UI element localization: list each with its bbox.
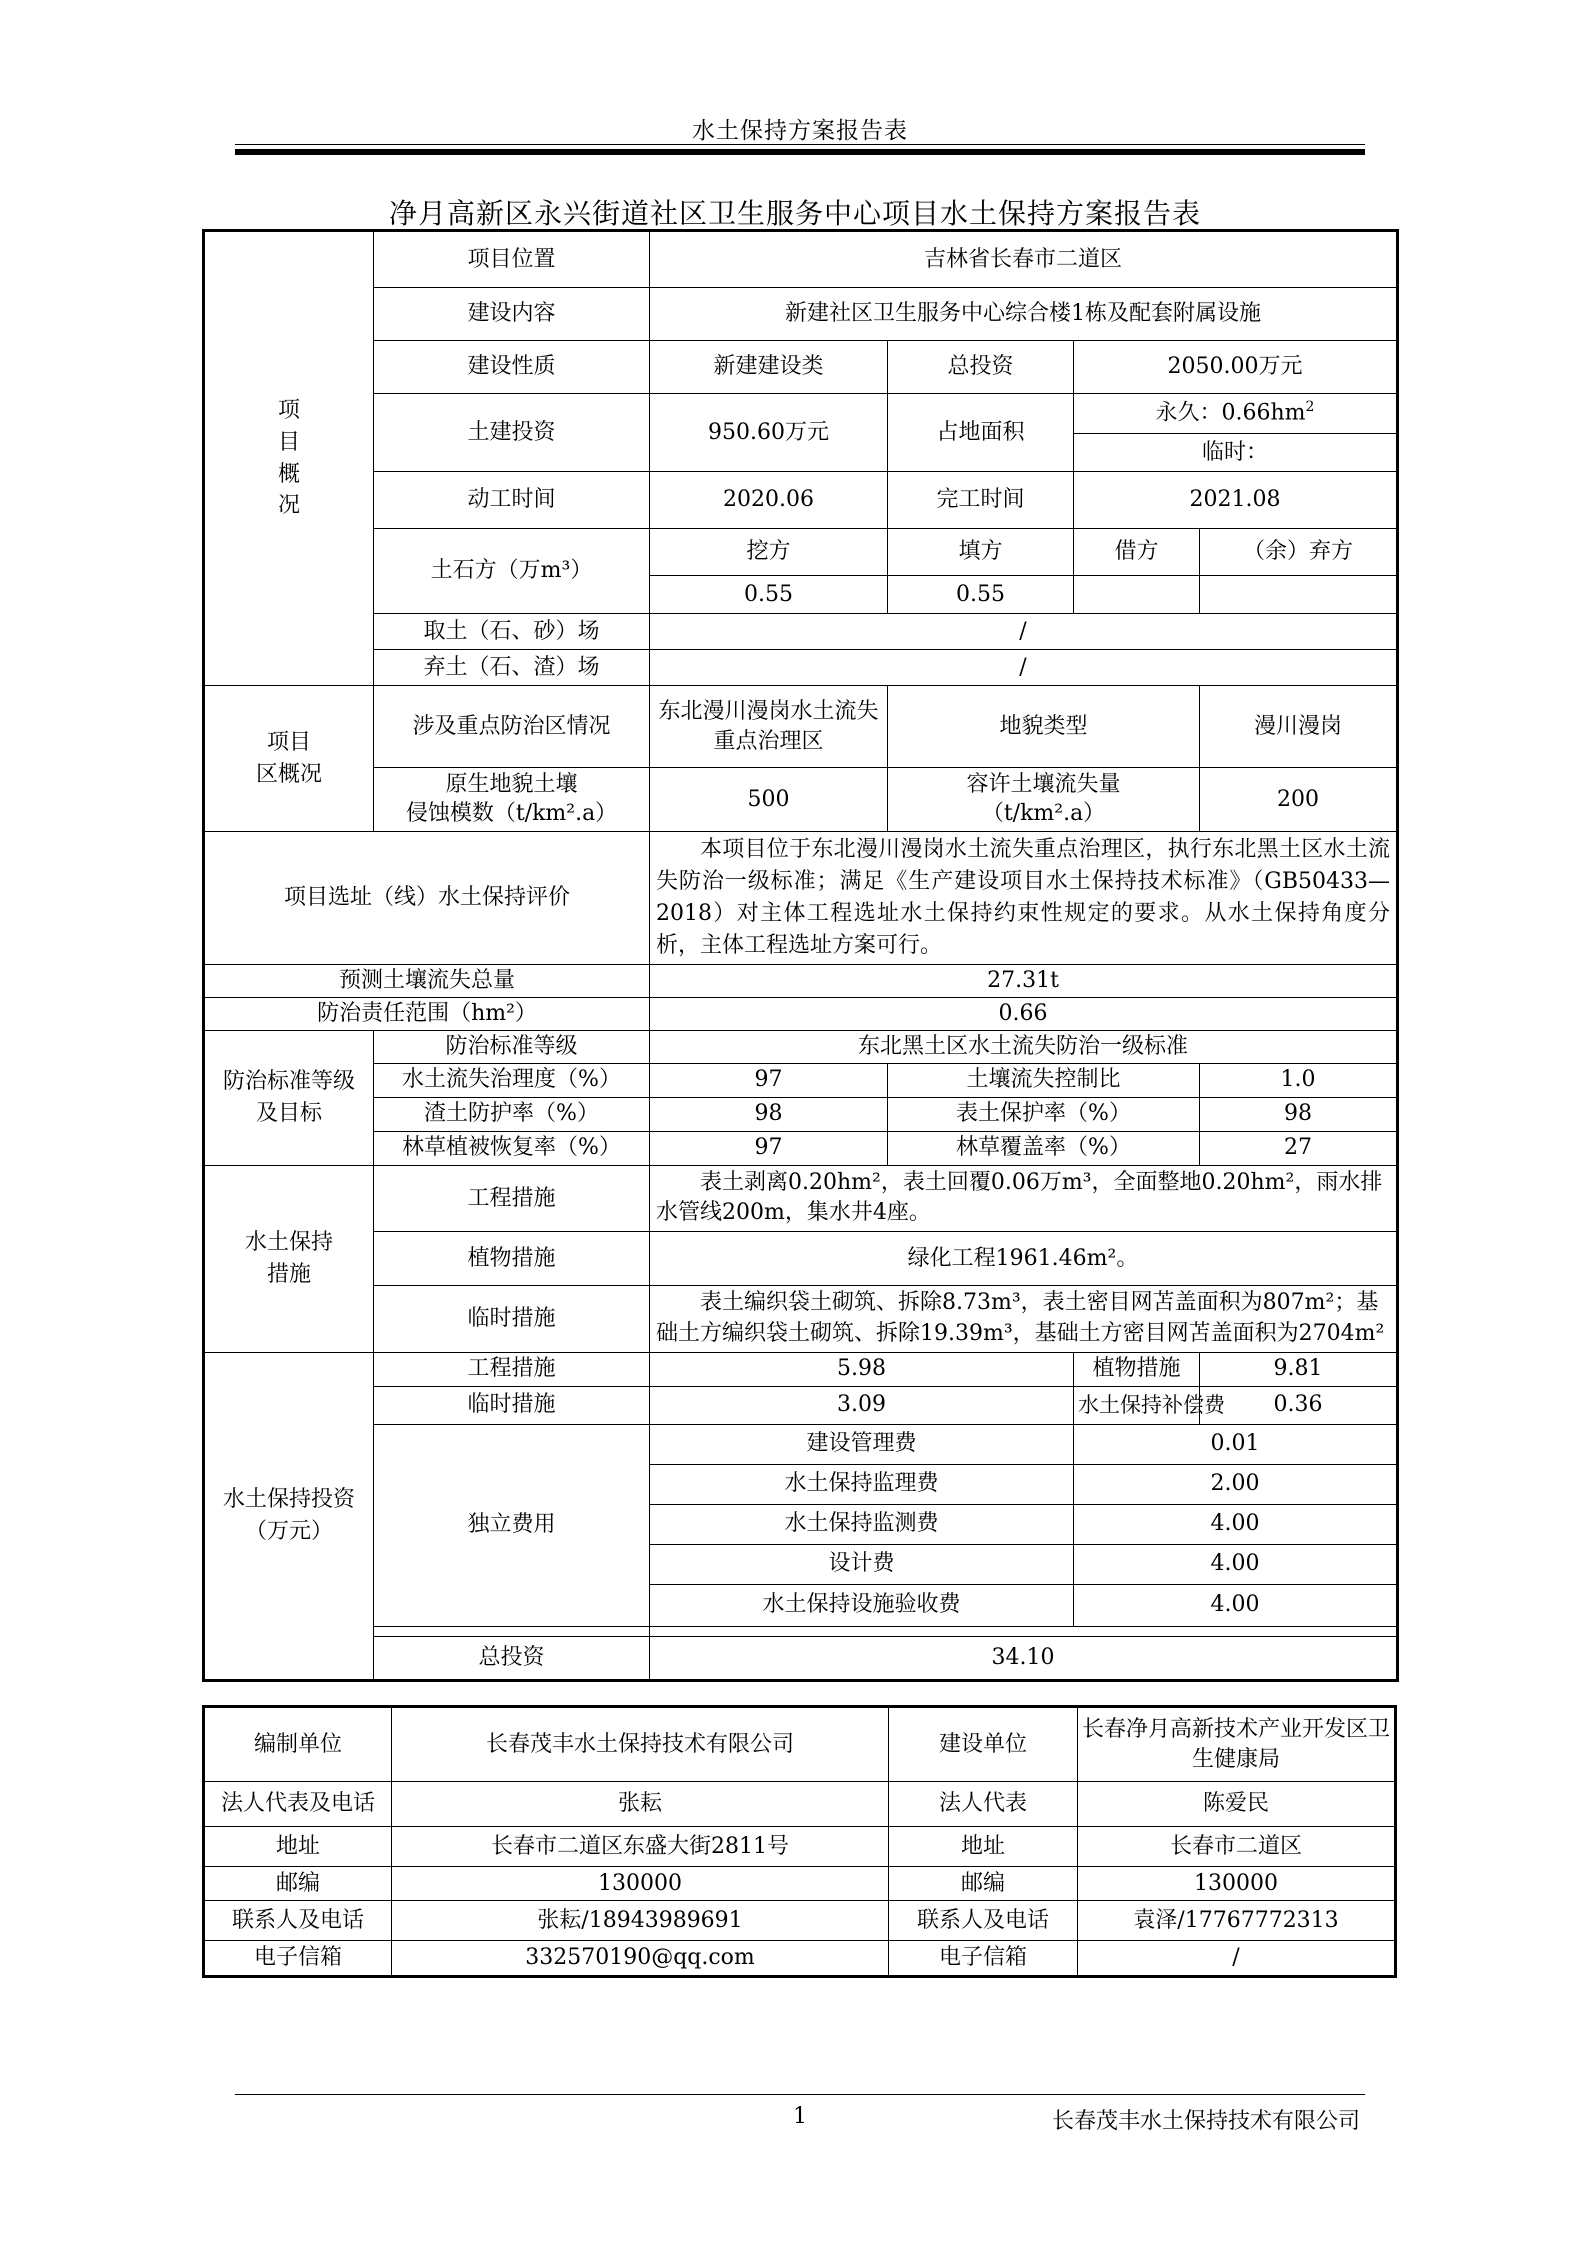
earth-borrow-value — [1074, 576, 1200, 614]
erosion-label: 原生地貌土壤 侵蚀模数（t/km².a） — [374, 768, 650, 832]
target-label: 土壤流失控制比 — [888, 1063, 1200, 1097]
inv-plant-label: 植物措施 — [1074, 1352, 1200, 1386]
standard-level-label: 防治标准等级 — [374, 1030, 650, 1063]
email-label: 电子信箱 — [204, 1941, 392, 1977]
legal-label: 法人代表 — [889, 1782, 1078, 1827]
total-invest-value: 2050.00万元 — [1074, 341, 1398, 394]
inv-temp-value: 3.09 — [650, 1386, 1074, 1424]
plant-measures-label: 植物措施 — [374, 1232, 650, 1286]
inv-engineering-label: 工程措施 — [374, 1352, 650, 1386]
predicted-loss-label: 预测土壤流失总量 — [204, 964, 650, 997]
footer-company: 长春茂丰水土保持技术有限公司 — [1051, 2109, 1360, 2134]
nature-label: 建设性质 — [374, 341, 650, 394]
postcode-label: 邮编 — [204, 1867, 392, 1901]
earth-borrow-label: 借方 — [1074, 529, 1200, 576]
zone-label: 涉及重点防治区情况 — [374, 686, 650, 768]
header-rule-thick — [235, 149, 1365, 155]
inv-plant-value: 9.81 — [1200, 1352, 1398, 1386]
start-label: 动工时间 — [374, 472, 650, 529]
contact-left: 张耘/18943989691 — [392, 1901, 889, 1941]
compiler-label: 编制单位 — [204, 1707, 392, 1782]
overview-group-label: 项 目 概 况 — [204, 231, 374, 686]
earth-label: 土石方（万m³） — [374, 529, 650, 614]
temp-measures-label: 临时措施 — [374, 1286, 650, 1353]
address-value-right: 长春市二道区 — [1078, 1827, 1396, 1867]
allowable-label: 容许土壤流失量 （t/km².a） — [888, 768, 1200, 832]
end-value: 2021.08 — [1074, 472, 1398, 529]
target-value: 98 — [1200, 1097, 1398, 1131]
target-label: 林草植被恢复率（%） — [374, 1131, 650, 1165]
postcode-left: 130000 — [392, 1867, 889, 1901]
target-label: 渣土防护率（%） — [374, 1097, 650, 1131]
standard-level-value: 东北黑土区水土流失防治一级标准 — [650, 1030, 1398, 1063]
earth-waste-value — [1200, 576, 1398, 614]
independent-cost-label: 独立费用 — [374, 1424, 650, 1626]
email-right: / — [1078, 1941, 1396, 1977]
independent-item-value: 4.00 — [1074, 1544, 1398, 1584]
temp-measures-value: 表土编织袋土砌筑、拆除8.73m³，表土密目网苫盖面积为807m²；基础土方编织袋土砌筑、拆除19.39m³，基础土方密目网苫盖面积为2704m² — [650, 1286, 1398, 1353]
inv-compensation-value: 0.36 — [1200, 1386, 1398, 1424]
independent-item-value: 2.00 — [1074, 1464, 1398, 1504]
postcode-label: 邮编 — [889, 1867, 1078, 1901]
inv-compensation-label: 水土保持补偿费 — [1074, 1386, 1200, 1424]
target-value: 27 — [1200, 1131, 1398, 1165]
area-overview-group-label: 项目 区概况 — [204, 686, 374, 832]
target-value: 98 — [650, 1097, 888, 1131]
area-label: 占地面积 — [888, 394, 1074, 472]
running-header: 水土保持方案报告表 — [692, 118, 908, 144]
address-value-left: 长春市二道区东盛大街2811号 — [392, 1827, 889, 1867]
address-label: 地址 — [204, 1827, 392, 1867]
area-permanent: 永久：$0.66hm^2$ — [1074, 394, 1398, 434]
measures-group-label: 水土保持 措施 — [204, 1165, 374, 1352]
compiler-value: 长春茂丰水土保持技术有限公司 — [392, 1707, 889, 1782]
allowable-value: 200 — [1200, 768, 1398, 832]
contact-label: 联系人及电话 — [204, 1901, 392, 1941]
header-rule-thin — [235, 144, 1365, 145]
independent-item-label: 建设管理费 — [650, 1424, 1074, 1464]
engineering-measures-label: 工程措施 — [374, 1165, 650, 1232]
independent-item-label: 水土保持监测费 — [650, 1504, 1074, 1544]
earth-fill-value: 0.55 — [888, 576, 1074, 614]
scope-label: 防治责任范围（hm²） — [204, 997, 650, 1030]
independent-item-label: 水土保持监理费 — [650, 1464, 1074, 1504]
inv-engineering-value: 5.98 — [650, 1352, 1074, 1386]
investment-group-label: 水土保持投资 （万元） — [204, 1352, 374, 1680]
independent-item-label: 水土保持设施验收费 — [650, 1584, 1074, 1626]
total-invest-label: 总投资 — [888, 341, 1074, 394]
landform-label: 地貌类型 — [888, 686, 1200, 768]
engineering-measures-value: 表土剥离0.20hm²，表土回覆0.06万m³，全面整地0.20hm²，雨水排水管线200m，集水井4座。 — [650, 1165, 1398, 1232]
total-investment-value: 34.10 — [650, 1636, 1398, 1680]
contact-right: 袁泽/17767772313 — [1078, 1901, 1396, 1941]
report-table-main — [202, 229, 1399, 1682]
area-temporary: 临时： — [1074, 434, 1398, 472]
landform-value: 漫川漫岗 — [1200, 686, 1398, 768]
earth-fill-label: 填方 — [888, 529, 1074, 576]
inv-temp-label: 临时措施 — [374, 1386, 650, 1424]
report-table-contacts — [202, 1705, 1397, 1978]
start-value: 2020.06 — [650, 472, 888, 529]
zone-value: 东北漫川漫岗水土流失重点治理区 — [650, 686, 888, 768]
scope-value: 0.66 — [650, 997, 1398, 1030]
independent-item-label: 设计费 — [650, 1544, 1074, 1584]
legal-value: 陈爱民 — [1078, 1782, 1396, 1827]
waste-site-value: / — [650, 650, 1398, 686]
content-label: 建设内容 — [374, 288, 650, 341]
earth-waste-label: （余）弃方 — [1200, 529, 1398, 576]
waste-site-label: 弃土（石、渣）场 — [374, 650, 650, 686]
predicted-loss-value: 27.31t — [650, 964, 1398, 997]
email-label: 电子信箱 — [889, 1941, 1078, 1977]
location-label: 项目位置 — [374, 231, 650, 288]
plant-measures-value: 绿化工程1961.46m²。 — [650, 1232, 1398, 1286]
erosion-value: 500 — [650, 768, 888, 832]
document-title: 净月高新区永兴街道社区卫生服务中心项目水土保持方案报告表 — [388, 197, 1201, 230]
site-eval-label: 项目选址（线）水土保持评价 — [204, 832, 650, 965]
civil-invest-value: 950.60万元 — [650, 394, 888, 472]
end-label: 完工时间 — [888, 472, 1074, 529]
civil-invest-label: 土建投资 — [374, 394, 650, 472]
nature-value: 新建建设类 — [650, 341, 888, 394]
target-value: 1.0 — [1200, 1063, 1398, 1097]
borrow-site-label: 取土（石、砂）场 — [374, 614, 650, 650]
address-label: 地址 — [889, 1827, 1078, 1867]
contact-label: 联系人及电话 — [889, 1901, 1078, 1941]
independent-item-value: 0.01 — [1074, 1424, 1398, 1464]
site-eval-text: 本项目位于东北漫川漫岗水土流失重点治理区，执行东北黑土区水土流失防治一级标准；满足《生产建设项目水土保持技术标准》（GB50433—2018）对主体工程选址水土保持约束性规定的要求。从水土保持角度分析，主体工程选址方案可行。 — [650, 832, 1398, 965]
legal-phone-label: 法人代表及电话 — [204, 1782, 392, 1827]
target-label: 表土保护率（%） — [888, 1097, 1200, 1131]
content-value: 新建社区卫生服务中心综合楼1栋及配套附属设施 — [650, 288, 1398, 341]
email-left: 332570190@qq.com — [392, 1941, 889, 1977]
footer-rule — [235, 2094, 1365, 2095]
target-label: 水土流失治理度（%） — [374, 1063, 650, 1097]
builder-label: 建设单位 — [889, 1707, 1078, 1782]
total-investment-label: 总投资 — [374, 1636, 650, 1680]
standard-group-label: 防治标准等级 及目标 — [204, 1030, 374, 1165]
postcode-right: 130000 — [1078, 1867, 1396, 1901]
independent-item-value: 4.00 — [1074, 1584, 1398, 1626]
earth-dig-value: 0.55 — [650, 576, 888, 614]
target-value: 97 — [650, 1131, 888, 1165]
legal-phone-value: 张耘 — [392, 1782, 889, 1827]
builder-value: 长春净月高新技术产业开发区卫生健康局 — [1078, 1707, 1396, 1782]
target-label: 林草覆盖率（%） — [888, 1131, 1200, 1165]
borrow-site-value: / — [650, 614, 1398, 650]
earth-dig-label: 挖方 — [650, 529, 888, 576]
independent-item-value: 4.00 — [1074, 1504, 1398, 1544]
target-value: 97 — [650, 1063, 888, 1097]
page-number: 1 — [793, 2104, 807, 2129]
location-value: 吉林省长春市二道区 — [650, 231, 1398, 288]
